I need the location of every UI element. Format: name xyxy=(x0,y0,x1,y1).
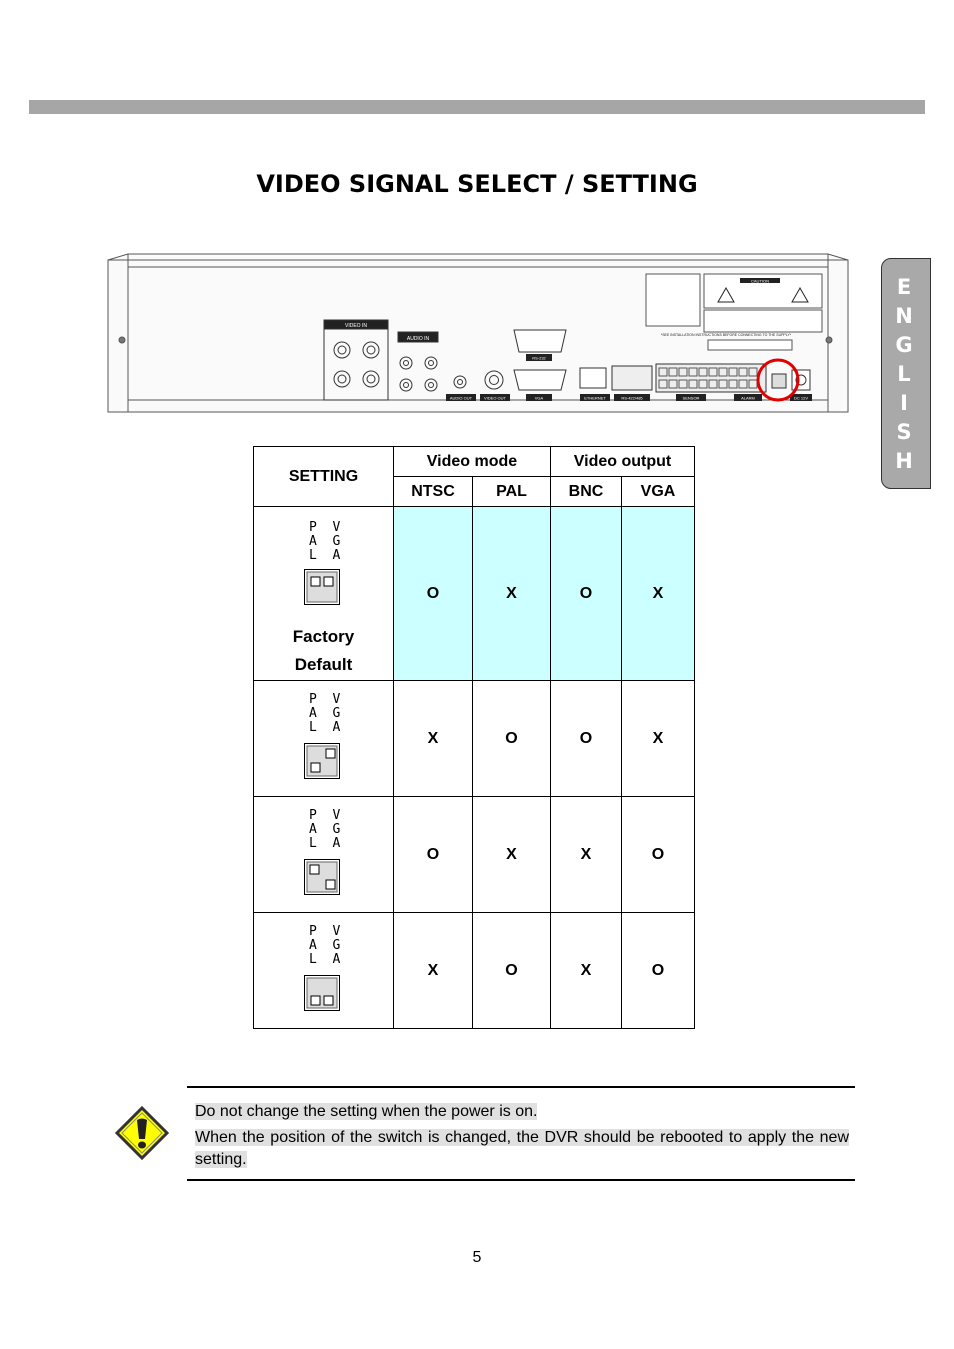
cell-vga: O xyxy=(622,797,695,913)
factory-line: Factory xyxy=(292,627,355,646)
switch-diagram-cell xyxy=(254,797,394,913)
header-bnc: BNC xyxy=(551,477,622,507)
header-vga: VGA xyxy=(622,477,695,507)
label-rs232: RS-232 xyxy=(532,355,546,361)
label-sensor: SENSOR xyxy=(682,395,700,401)
cell-bnc: O xyxy=(551,681,622,797)
header-bar xyxy=(29,100,925,114)
cell-bnc: O xyxy=(551,507,622,681)
default-line: Default xyxy=(294,655,353,674)
page-number: 5 xyxy=(472,1249,482,1266)
cell-pal: X xyxy=(473,797,551,913)
language-tab-letter: L xyxy=(897,362,911,386)
switch-diagram-cell xyxy=(254,507,394,681)
switch-diagram-cell xyxy=(254,913,394,1029)
switch-labels: P V A G L A xyxy=(309,520,341,563)
dip-switch-icon xyxy=(304,743,340,779)
video-setting-table xyxy=(253,446,695,1029)
label-alarm: ALARM xyxy=(741,395,755,401)
header-ntsc: NTSC xyxy=(394,477,473,507)
label-vga: VGA xyxy=(534,395,544,401)
note-text xyxy=(195,1101,849,1171)
label-audio-in: AUDIO IN xyxy=(406,336,430,342)
switch-labels: P V A G L A xyxy=(309,808,341,851)
header-video-mode: Video mode xyxy=(394,447,551,477)
table-row xyxy=(254,507,695,681)
table-row xyxy=(254,913,695,1029)
dip-switch-icon xyxy=(304,859,340,895)
cell-pal: O xyxy=(473,913,551,1029)
cell-bnc: X xyxy=(551,913,622,1029)
label-audio-out: AUDIO OUT xyxy=(449,395,473,401)
label-dc: DC 12V xyxy=(793,395,809,401)
dip-switch-icon xyxy=(304,975,340,1011)
header-setting: SETTING xyxy=(254,447,394,507)
cell-ntsc: O xyxy=(394,507,473,681)
table-row xyxy=(254,797,695,913)
language-tab-letter: G xyxy=(895,333,913,357)
language-tab xyxy=(881,258,931,489)
label-caution: CAUTION xyxy=(751,278,769,284)
factory-default-label xyxy=(254,623,393,679)
dvr-rear-panel xyxy=(106,252,850,415)
page-title: VIDEO SIGNAL SELECT / SETTING xyxy=(256,170,698,198)
note-top-rule xyxy=(187,1086,855,1088)
label-rs422: RS-422/485 xyxy=(621,395,643,401)
cell-ntsc: X xyxy=(394,681,473,797)
cell-vga: X xyxy=(622,681,695,797)
switch-labels: P V A G L A xyxy=(309,692,341,735)
label-install-note: *SEE INSTALLATION INSTRUCTIONS BEFORE CONNECTING TO THE SUPPLY* xyxy=(660,333,792,337)
language-tab-letter: N xyxy=(895,304,913,328)
language-tab-letter: I xyxy=(900,391,908,415)
switch-diagram-cell xyxy=(254,681,394,797)
cell-vga: X xyxy=(622,507,695,681)
label-ethernet: ETHERNET xyxy=(584,395,606,401)
label-video-in: VIDEO IN xyxy=(345,323,367,329)
language-tab-letter: S xyxy=(896,420,912,444)
cell-ntsc: O xyxy=(394,797,473,913)
note-line-1: Do not change the setting when the power is on. xyxy=(195,1103,538,1120)
note-line-2: When the position of the switch is changed, the DVR should be rebooted to apply the new setting. xyxy=(195,1129,849,1168)
label-video-out: VIDEO OUT xyxy=(483,395,507,401)
header-pal: PAL xyxy=(473,477,551,507)
cell-vga: O xyxy=(622,913,695,1029)
dip-switch-icon xyxy=(304,569,340,605)
cell-pal: X xyxy=(473,507,551,681)
header-video-output: Video output xyxy=(551,447,695,477)
switch-labels: P V A G L A xyxy=(309,924,341,967)
warning-icon xyxy=(115,1106,169,1160)
cell-pal: O xyxy=(473,681,551,797)
cell-ntsc: X xyxy=(394,913,473,1029)
language-tab-letter: H xyxy=(895,449,913,473)
note-bottom-rule xyxy=(187,1179,855,1181)
language-tab-letter: E xyxy=(896,275,912,299)
table-row xyxy=(254,681,695,797)
cell-bnc: X xyxy=(551,797,622,913)
